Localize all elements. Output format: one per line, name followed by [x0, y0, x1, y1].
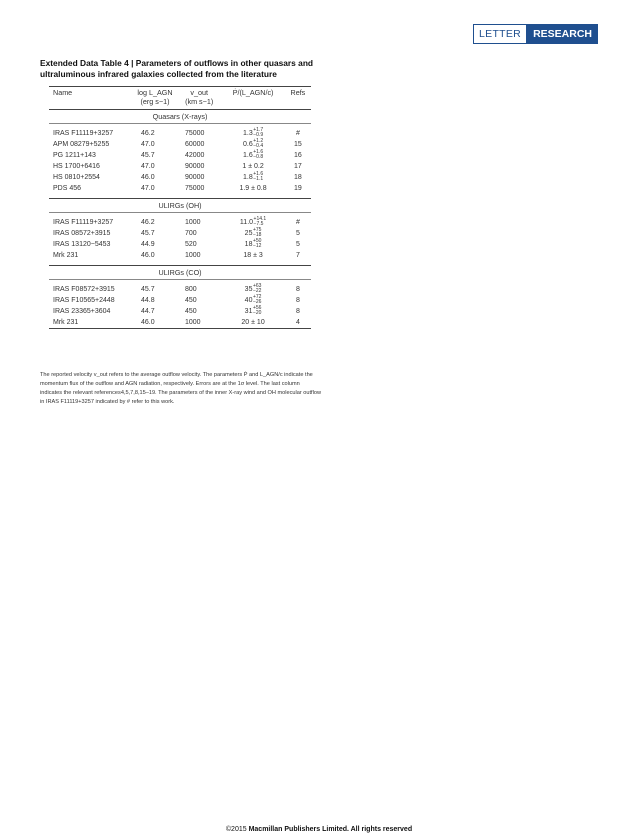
- table-footnote: The reported velocity v_out refers to the average outflow velocity. The parameters Ṗ and L_AGN/c indicate the momentum flux of the outflow and AGN radiation, respectively. Errors are at the 1σ level. The last column indicates the relevant references4,5,7,8,15–19. The parameters of the inner X-ray wind and OH molecular outflow in IRAS F11119+3257 indicated by # refer to this work.: [40, 372, 321, 405]
- cell-lagn: 45.7: [141, 230, 155, 238]
- ratio-lower-error: −22: [252, 288, 262, 295]
- cell-ref: 19: [293, 185, 302, 193]
- cell-ref: #: [295, 219, 300, 227]
- ratio-upper-error: +1.6: [253, 149, 264, 156]
- page-footer: [0, 826, 638, 833]
- section-title: ULIRGs (CO): [49, 266, 311, 280]
- cell-name: IRAS 23365+3604: [53, 308, 111, 316]
- cell-vout: 700: [184, 230, 197, 238]
- cell-lagn: 46.2: [141, 219, 155, 227]
- header-refs: Refs: [285, 87, 311, 110]
- cell-name: HS 1700+6416: [53, 163, 100, 171]
- cell-vout: 520: [184, 241, 197, 249]
- ratio-value: 1 ± 0.2: [242, 163, 264, 171]
- section-header-row: [49, 110, 311, 124]
- table-row: [49, 139, 311, 150]
- cell-name: Mrk 231: [49, 317, 133, 329]
- ratio-errors: [253, 239, 261, 249]
- table-row: [49, 161, 311, 172]
- ratio-upper-error: +50: [252, 238, 262, 245]
- table-row: [49, 284, 311, 295]
- cell-ref: 15: [293, 141, 302, 149]
- copyright-holder: Macmillan Publishers Limited. All rights reserved: [248, 826, 413, 833]
- cell-ratio: [221, 317, 284, 329]
- cell-name: HS 0810+2554: [53, 174, 100, 182]
- cell-lagn: 44.9: [141, 241, 155, 249]
- header-ratio: Ṗ/(L_AGN/c): [221, 87, 284, 110]
- table-body: [49, 110, 311, 329]
- ratio-value: 18 ± 3: [243, 252, 263, 260]
- ratio-upper-error: +63: [252, 283, 262, 290]
- cell-vout: 1000: [184, 219, 201, 227]
- cell-ref: 5: [295, 230, 300, 238]
- ratio-lower-error: −1.1: [253, 176, 264, 183]
- ratio-upper-error: +1.6: [253, 171, 264, 178]
- ratio-errors: [253, 295, 261, 305]
- table-row: [49, 150, 311, 161]
- cell-ratio: [221, 172, 284, 183]
- ratio-value: 18: [244, 241, 253, 249]
- cell-vout: 90000: [184, 163, 205, 171]
- section-tag: [473, 24, 598, 44]
- cell-vout: 75000: [184, 130, 205, 138]
- cell-lagn: 44.7: [141, 308, 155, 316]
- ratio-upper-error: +72: [252, 294, 262, 301]
- cell-name: APM 08279+5255: [53, 141, 110, 149]
- header-vout: [177, 87, 221, 110]
- ratio-errors: [253, 306, 261, 316]
- ratio-upper-error: +1.7: [253, 127, 264, 134]
- ratio-value: 0.6: [243, 141, 253, 149]
- table-row: [49, 306, 311, 317]
- table-row: [49, 183, 311, 194]
- header-lagn-unit: (erg s−1): [140, 96, 170, 106]
- cell-lagn: 45.7: [141, 152, 155, 160]
- cell-name: PDS 456: [53, 185, 82, 193]
- cell-ref: 4: [285, 317, 311, 329]
- cell-lagn: 47.0: [141, 141, 155, 149]
- cell-name: IRAS F11119+3257: [53, 130, 114, 138]
- cell-lagn: 46.0: [141, 174, 155, 182]
- cell-ratio: [221, 183, 284, 194]
- header-vout-unit: (km s−1): [185, 96, 214, 106]
- ratio-lower-error: −0.8: [253, 154, 264, 161]
- cell-name: IRAS F10565+2448: [53, 297, 115, 305]
- cell-lagn: 47.0: [141, 185, 155, 193]
- ratio-lower-error: −26: [252, 299, 262, 306]
- cell-ref: #: [295, 130, 300, 138]
- table-row: [49, 295, 311, 306]
- cell-vout: 75000: [184, 185, 205, 193]
- cell-vout: 90000: [184, 174, 205, 182]
- cell-lagn: 46.0: [133, 317, 177, 329]
- section-header-row: [49, 199, 311, 213]
- ratio-value: 1.3: [243, 130, 253, 138]
- cell-lagn: 47.0: [141, 163, 155, 171]
- ratio-upper-error: +14.1: [253, 216, 267, 223]
- table-row: [49, 128, 311, 139]
- cell-ratio: [221, 150, 284, 161]
- ratio-upper-error: +75: [252, 227, 262, 234]
- ratio-errors: [253, 172, 263, 182]
- ratio-value: 1.8: [243, 174, 253, 182]
- ratio-errors: [253, 128, 263, 138]
- header-lagn: [133, 87, 177, 110]
- cell-vout: 450: [184, 297, 197, 305]
- cell-ratio: [221, 306, 284, 317]
- table-row: [49, 228, 311, 239]
- cell-ref: 17: [293, 163, 302, 171]
- ratio-value: 20 ± 10: [241, 319, 265, 327]
- ratio-lower-error: −18: [252, 232, 262, 239]
- ratio-errors: [253, 139, 263, 149]
- ratio-value: 11.0: [239, 219, 254, 227]
- research-tag: RESEARCH: [527, 24, 598, 44]
- cell-name: IRAS F11119+3257: [53, 219, 114, 227]
- cell-ref: 8: [295, 286, 300, 294]
- cell-lagn: 45.7: [141, 286, 155, 294]
- cell-name: PG 1211+143: [53, 152, 96, 160]
- table-row: [49, 250, 311, 261]
- ratio-lower-error: −7.5: [253, 221, 264, 228]
- ratio-value: 25: [244, 230, 253, 238]
- cell-ref: 7: [295, 252, 300, 260]
- table-row: [49, 217, 311, 228]
- outflow-table: [49, 86, 311, 329]
- table-caption: Extended Data Table 4 | Parameters of outflows in other quasars and ultraluminous infrared galaxies collected from the literature: [40, 58, 314, 79]
- cell-lagn: 46.2: [141, 130, 155, 138]
- ratio-value: 40: [244, 297, 253, 305]
- section-header-row: [49, 266, 311, 280]
- cell-name: IRAS 08572+3915: [53, 230, 111, 238]
- table-header-row: [49, 87, 311, 110]
- cell-name: IRAS F08572+3915: [53, 286, 115, 294]
- ratio-upper-error: +1.2: [253, 138, 264, 145]
- ratio-value: 1.6: [243, 152, 253, 160]
- header-name: Name: [49, 87, 133, 110]
- ratio-lower-error: −12: [252, 243, 262, 250]
- table-row: [49, 239, 311, 250]
- cell-ref: 8: [295, 297, 300, 305]
- cell-ref: 18: [293, 174, 302, 182]
- cell-lagn: 46.0: [141, 252, 155, 260]
- cell-ref: 16: [293, 152, 302, 160]
- cell-name: Mrk 231: [53, 252, 79, 260]
- cell-ref: 5: [295, 241, 300, 249]
- ratio-errors: [253, 228, 261, 238]
- section-title: ULIRGs (OH): [49, 199, 311, 213]
- cell-vout: 60000: [184, 141, 205, 149]
- header-vout-label: v_out: [190, 88, 208, 97]
- cell-vout: 450: [184, 308, 197, 316]
- letter-tag: LETTER: [473, 24, 527, 44]
- ratio-lower-error: −0.4: [253, 143, 264, 150]
- ratio-value: 35: [244, 286, 253, 294]
- cell-vout: 1000: [177, 317, 221, 329]
- ratio-errors: [253, 150, 263, 160]
- ratio-value: 1.9 ± 0.8: [239, 185, 267, 193]
- ratio-lower-error: −0.9: [253, 132, 264, 139]
- cell-vout: 800: [184, 286, 197, 294]
- ratio-value: 31: [244, 308, 253, 316]
- cell-ratio: [221, 250, 284, 261]
- copyright-year: ©2015: [225, 826, 247, 833]
- cell-ref: 8: [295, 308, 300, 316]
- ratio-errors: [254, 217, 267, 227]
- ratio-errors: [253, 284, 261, 294]
- section-title: Quasars (X-rays): [49, 110, 311, 124]
- table-row: [49, 317, 311, 329]
- ratio-upper-error: +56: [252, 305, 262, 312]
- cell-vout: 1000: [184, 252, 201, 260]
- cell-vout: 42000: [184, 152, 205, 160]
- table-row: [49, 172, 311, 183]
- cell-ratio: [221, 239, 284, 250]
- ratio-lower-error: −20: [252, 310, 262, 317]
- header-lagn-label: log L_AGN: [137, 88, 173, 97]
- cell-name: IRAS 13120−5453: [53, 241, 111, 249]
- cell-lagn: 44.8: [141, 297, 155, 305]
